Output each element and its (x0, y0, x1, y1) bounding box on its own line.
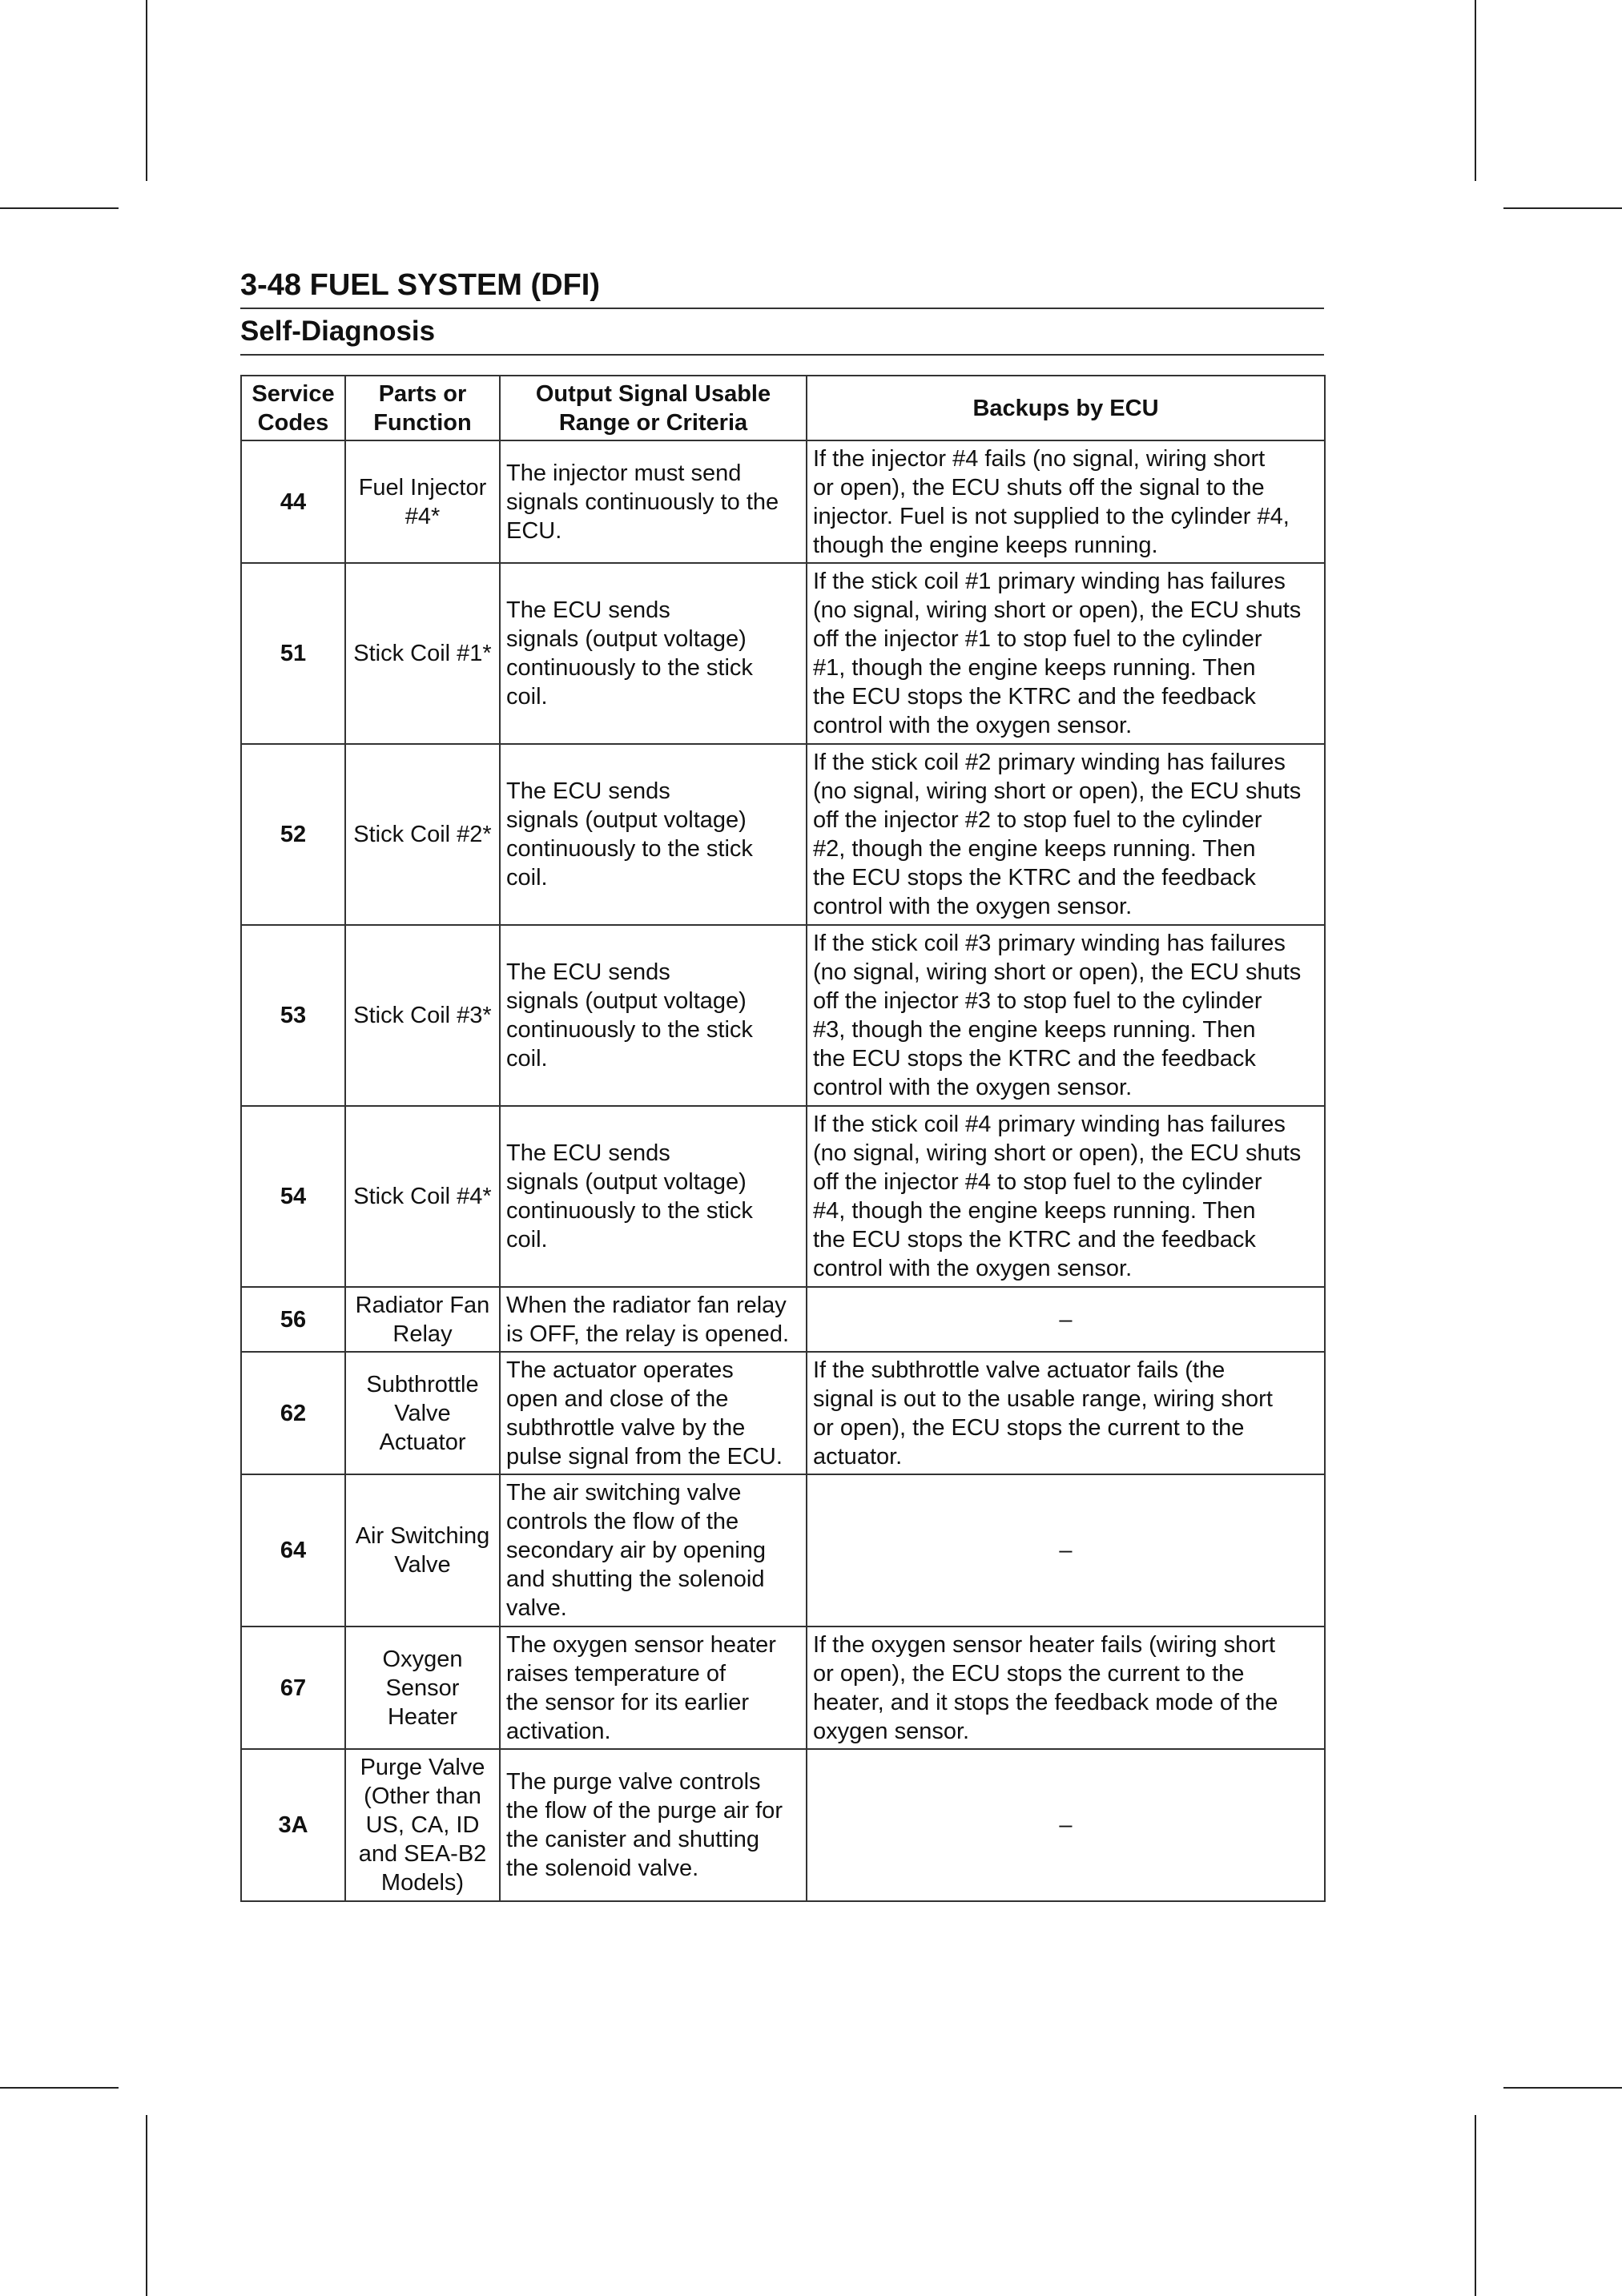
backup-cell: If the oxygen sensor heater fails (wiring short or open), the ECU stops the current to the heater, and it stops the feedback mode of the oxygen sensor. (807, 1627, 1325, 1749)
part-cell: Stick Coil #3* (345, 925, 500, 1106)
table-row (241, 1627, 1325, 1749)
table-row (241, 1287, 1325, 1352)
output-signal-cell: The ECU sends signals (output voltage) continuously to the stick coil. (500, 925, 807, 1106)
crop-mark (1503, 2087, 1622, 2089)
page-title: 3-48 FUEL SYSTEM (DFI) (240, 263, 1324, 309)
part-cell: Air Switching Valve (345, 1474, 500, 1627)
service-code-cell: 54 (241, 1106, 345, 1287)
backup-cell: If the injector #4 fails (no signal, wiring short or open), the ECU shuts off the signal to the injector. Fuel is not supplied to the cylinder #4, though the engine keeps running. (807, 440, 1325, 563)
part-cell: Oxygen Sensor Heater (345, 1627, 500, 1749)
column-header-output-signal: Output Signal Usable Range or Criteria (500, 376, 807, 440)
service-code-cell: 56 (241, 1287, 345, 1352)
output-signal-cell: When the radiator fan relay is OFF, the relay is opened. (500, 1287, 807, 1352)
part-cell: Purge Valve (Other than US, CA, ID and SEA-B2 Models) (345, 1749, 500, 1901)
table-row (241, 1106, 1325, 1287)
service-code-cell: 53 (241, 925, 345, 1106)
output-signal-cell: The air switching valve controls the flow of the secondary air by opening and shutting the solenoid valve. (500, 1474, 807, 1627)
table-row (241, 925, 1325, 1106)
backup-cell: If the subthrottle valve actuator fails (the signal is out to the usable range, wiring short or open), the ECU stops the current to the actuator. (807, 1352, 1325, 1474)
output-signal-cell: The oxygen sensor heater raises temperature of the sensor for its earlier activation. (500, 1627, 807, 1749)
output-signal-cell: The purge valve controls the flow of the purge air for the canister and shutting the solenoid valve. (500, 1749, 807, 1901)
part-cell: Fuel Injector #4* (345, 440, 500, 563)
service-code-cell: 62 (241, 1352, 345, 1474)
table-row (241, 1352, 1325, 1474)
table-row (241, 563, 1325, 744)
part-cell: Stick Coil #4* (345, 1106, 500, 1287)
output-signal-cell: The actuator operates open and close of the subthrottle valve by the pulse signal from the ECU. (500, 1352, 807, 1474)
service-code-cell: 64 (241, 1474, 345, 1627)
table-row (241, 744, 1325, 925)
part-cell: Stick Coil #2* (345, 744, 500, 925)
table-header-row (241, 376, 1325, 440)
output-signal-cell: The ECU sends signals (output voltage) continuously to the stick coil. (500, 1106, 807, 1287)
section-title: Self-Diagnosis (240, 309, 1324, 356)
crop-mark (1475, 2115, 1476, 2296)
table-row (241, 1474, 1325, 1627)
output-signal-cell: The ECU sends signals (output voltage) continuously to the stick coil. (500, 563, 807, 744)
column-header-service-codes: Service Codes (241, 376, 345, 440)
output-signal-cell: The ECU sends signals (output voltage) continuously to the stick coil. (500, 744, 807, 925)
backup-cell: – (807, 1749, 1325, 1901)
column-header-parts-or-function: Parts or Function (345, 376, 500, 440)
crop-mark (146, 2115, 147, 2296)
service-code-cell: 51 (241, 563, 345, 744)
backup-cell: If the stick coil #4 primary winding has failures (no signal, wiring short or open), the ECU shuts off the injector #4 to stop fuel to the cylinder #4, though the engine keeps running. Then the ECU stops the KTRC and the feedback control with the oxygen sensor. (807, 1106, 1325, 1287)
service-code-cell: 3A (241, 1749, 345, 1901)
column-header-backups-by-ecu: Backups by ECU (807, 376, 1325, 440)
table-row (241, 440, 1325, 563)
part-cell: Subthrottle Valve Actuator (345, 1352, 500, 1474)
crop-mark (0, 207, 119, 209)
crop-mark (146, 0, 147, 181)
part-cell: Radiator Fan Relay (345, 1287, 500, 1352)
backup-cell: – (807, 1287, 1325, 1352)
part-cell: Stick Coil #1* (345, 563, 500, 744)
crop-mark (1475, 0, 1476, 181)
backup-cell: If the stick coil #3 primary winding has failures (no signal, wiring short or open), the ECU shuts off the injector #3 to stop fuel to the cylinder #3, though the engine keeps running. Then the ECU stops the KTRC and the feedback control with the oxygen sensor. (807, 925, 1325, 1106)
crop-mark (1503, 207, 1622, 209)
service-code-cell: 44 (241, 440, 345, 563)
self-diagnosis-table (240, 375, 1326, 1902)
backup-cell: If the stick coil #2 primary winding has failures (no signal, wiring short or open), the ECU shuts off the injector #2 to stop fuel to the cylinder #2, though the engine keeps running. Then the ECU stops the KTRC and the feedback control with the oxygen sensor. (807, 744, 1325, 925)
output-signal-cell: The injector must send signals continuously to the ECU. (500, 440, 807, 563)
service-code-cell: 52 (241, 744, 345, 925)
backup-cell: – (807, 1474, 1325, 1627)
table-row (241, 1749, 1325, 1901)
backup-cell: If the stick coil #1 primary winding has failures (no signal, wiring short or open), the ECU shuts off the injector #1 to stop fuel to the cylinder #1, though the engine keeps running. Then the ECU stops the KTRC and the feedback control with the oxygen sensor. (807, 563, 1325, 744)
crop-mark (0, 2087, 119, 2089)
service-code-cell: 67 (241, 1627, 345, 1749)
